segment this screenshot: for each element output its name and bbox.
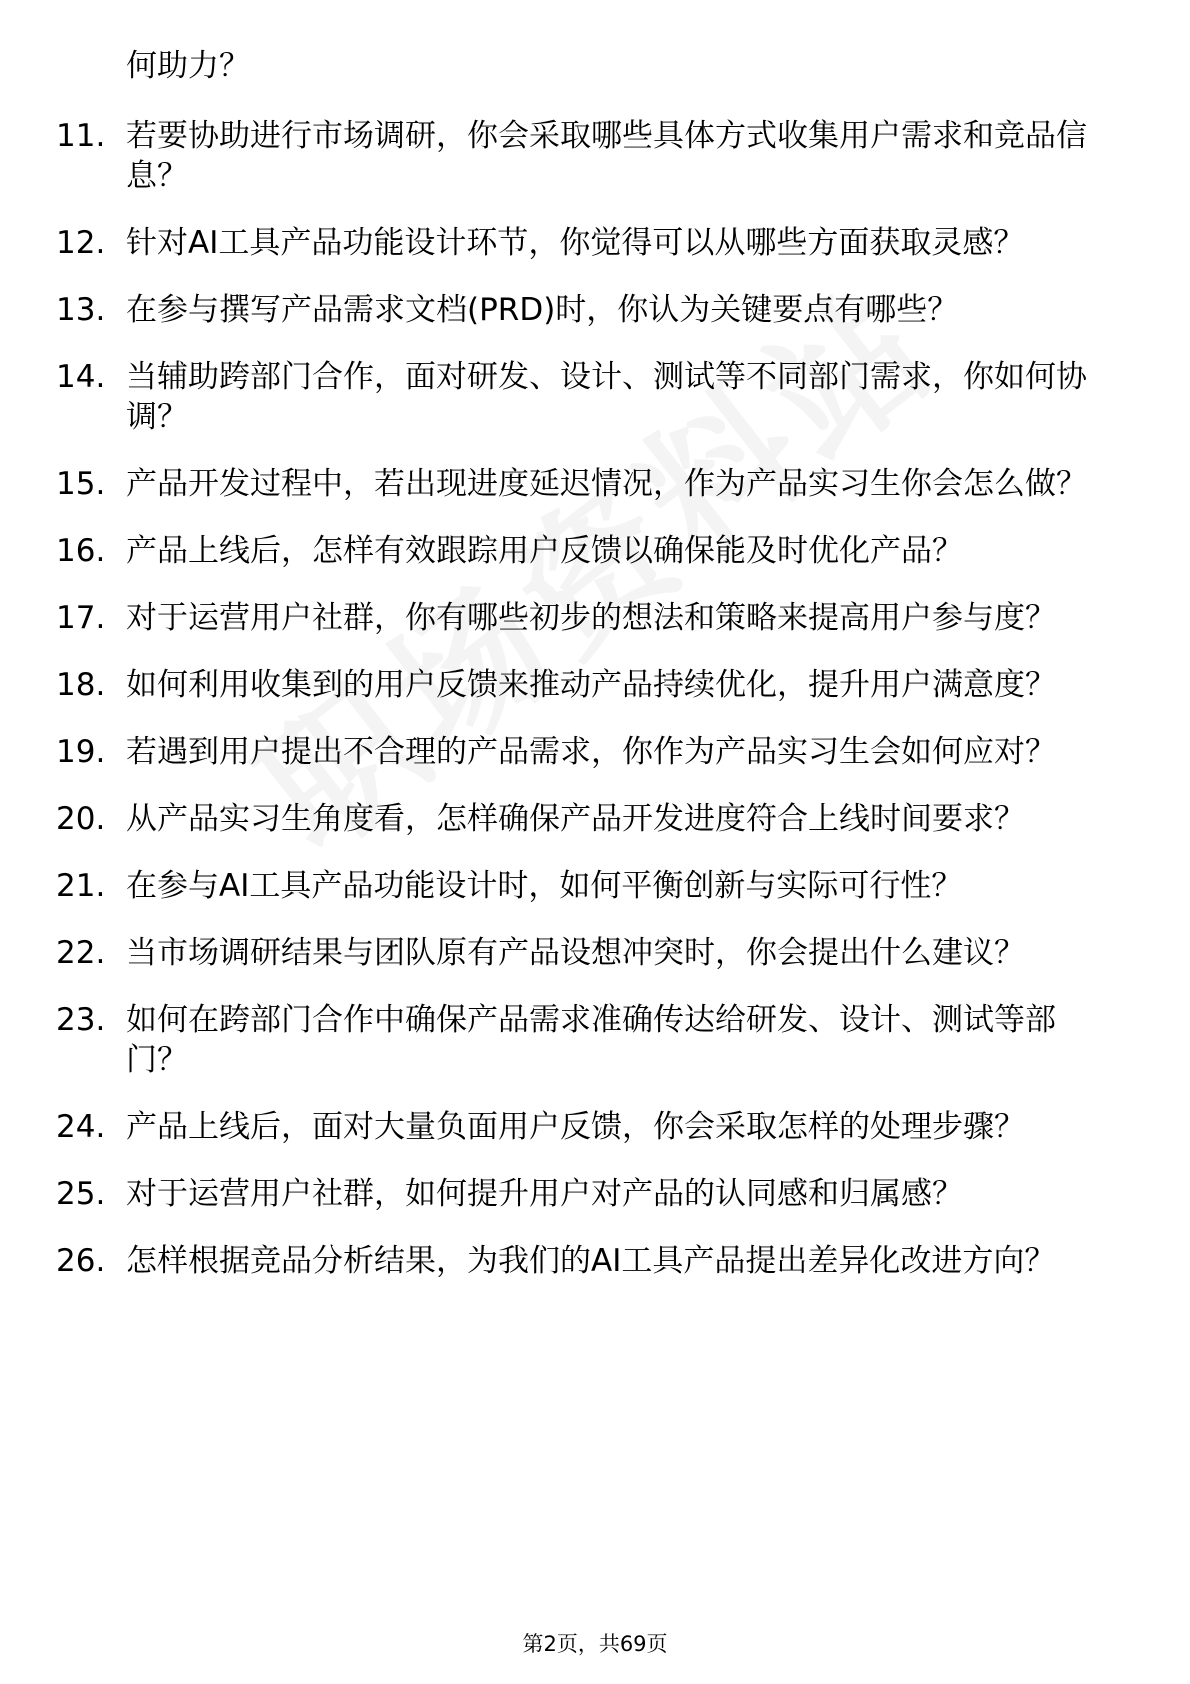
question-number: 14. [56,359,106,395]
question-text: 对于运营用户社群，如何提升用户对产品的认同感和归属感？ [126,1176,963,1212]
question-text: 针对AI工具产品功能设计环节，你觉得可以从哪些方面获取灵感？ [126,225,1025,261]
question-item [0,799,1190,839]
question-list [0,116,1190,1308]
question-number: 24. [56,1109,106,1145]
question-text: 产品上线后，面对大量负面用户反馈，你会采取怎样的处理步骤？ [126,1109,1025,1145]
continued-question-text: 何助力？ [126,48,250,84]
question-text: 产品开发过程中，若出现进度延迟情况，作为产品实习生你会怎么做？ [126,466,1087,502]
question-text: 若遇到用户提出不合理的产品需求，你作为产品实习生会如何应对？ [126,734,1056,770]
question-item [0,665,1190,705]
question-item [0,531,1190,571]
question-number: 22. [56,935,106,971]
question-text: 在参与撰写产品需求文档(PRD)时，你认为关键要点有哪些？ [126,292,959,328]
question-number: 23. [56,1002,106,1038]
question-number: 16. [56,533,106,569]
question-text: 产品上线后，怎样有效跟踪用户反馈以确保能及时优化产品？ [126,533,963,569]
question-number: 17. [56,600,106,636]
question-item [0,1241,1190,1281]
question-number: 13. [56,292,106,328]
question-item [0,1107,1190,1147]
question-text: 怎样根据竞品分析结果，为我们的AI工具产品提出差异化改进方向？ [126,1243,1056,1279]
question-item [0,223,1190,263]
question-item [0,1000,1190,1080]
question-number: 21. [56,868,106,904]
question-text: 在参与AI工具产品功能设计时，如何平衡创新与实际可行性？ [126,868,963,904]
question-number: 18. [56,667,106,703]
question-text: 如何利用收集到的用户反馈来推动产品持续优化，提升用户满意度？ [126,667,1056,703]
question-item [0,732,1190,772]
question-text: 从产品实习生角度看，怎样确保产品开发进度符合上线时间要求？ [126,801,1025,837]
question-item [0,598,1190,638]
question-item [0,357,1190,437]
question-text: 当市场调研结果与团队原有产品设想冲突时，你会提出什么建议？ [126,935,1025,971]
question-item [0,933,1190,973]
question-item [0,1174,1190,1214]
question-item [0,866,1190,906]
question-number: 26. [56,1243,106,1279]
question-text: 如何在跨部门合作中确保产品需求准确传达给研发、设计、测试等部门？ [126,1002,1056,1078]
question-item [0,116,1190,196]
question-number: 12. [56,225,106,261]
question-number: 15. [56,466,106,502]
page-footer: 第2页，共69页 [522,1632,668,1656]
question-number: 11. [56,118,106,154]
question-text: 对于运营用户社群，你有哪些初步的想法和策略来提高用户参与度？ [126,600,1056,636]
question-number: 19. [56,734,106,770]
question-text: 若要协助进行市场调研，你会采取哪些具体方式收集用户需求和竞品信息？ [126,118,1087,194]
question-number: 20. [56,801,106,837]
question-text: 当辅助跨部门合作，面对研发、设计、测试等不同部门需求，你如何协调？ [126,359,1087,435]
question-item [0,290,1190,330]
question-number: 25. [56,1176,106,1212]
question-item [0,464,1190,504]
